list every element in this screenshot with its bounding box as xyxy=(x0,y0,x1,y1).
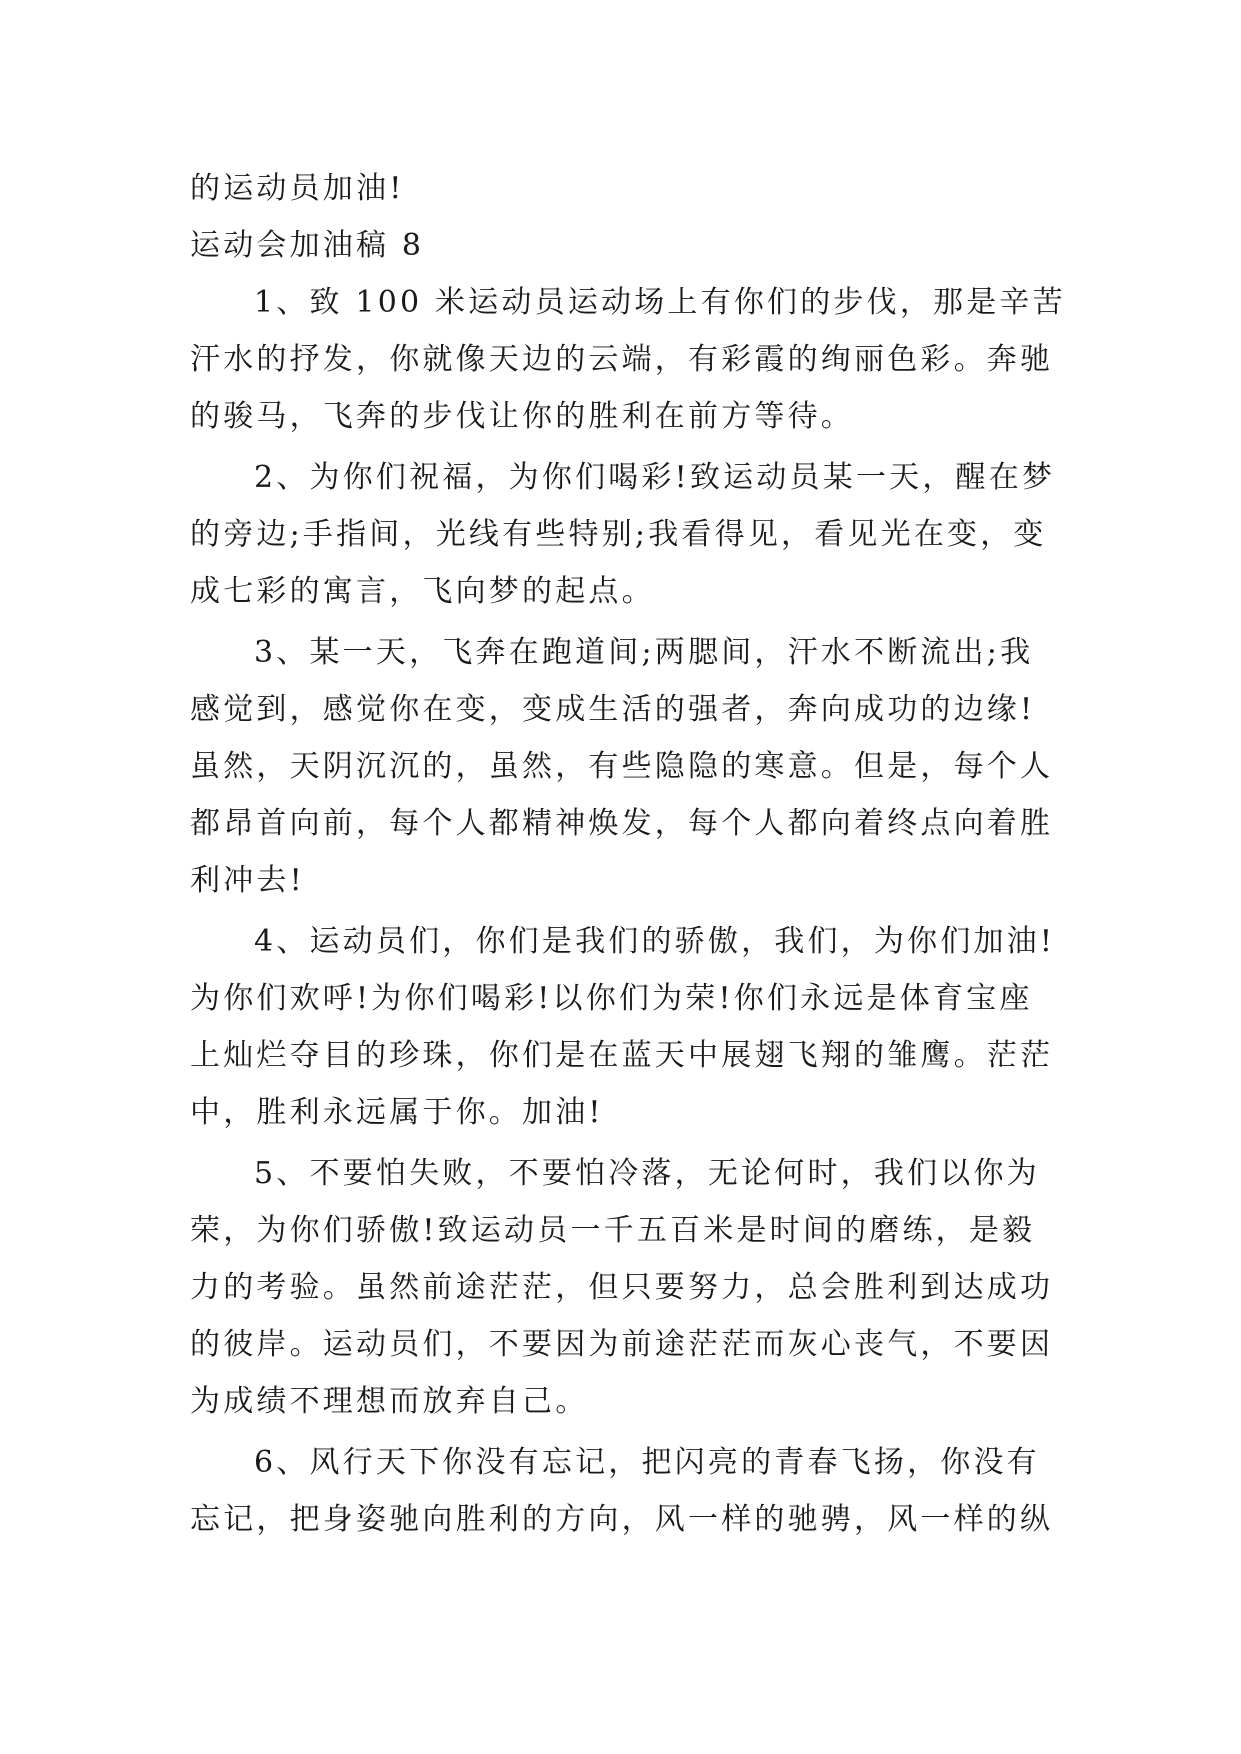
paragraph-4 xyxy=(190,913,1056,1141)
paragraph-line: 的旁边;手指间，光线有些特别;我看得见，看见光在变，变 xyxy=(190,517,1047,552)
paragraph-line: 汗水的抒发，你就像天边的云端，有彩霞的绚丽色彩。奔驰 xyxy=(190,342,1054,377)
paragraph-line: 5、不要怕失败，不要怕冷落，无论何时，我们以你为 xyxy=(254,1156,1040,1191)
paragraph-3 xyxy=(190,624,1052,909)
paragraph-line: 为你们欢呼!为你们喝彩!以你们为荣!你们永远是体育宝座 xyxy=(190,981,1033,1016)
document-body xyxy=(190,160,1066,1552)
paragraph-line: 力的考验。虽然前途茫茫，但只要努力，总会胜利到达成功 xyxy=(190,1270,1054,1305)
paragraph-2 xyxy=(190,449,1056,620)
paragraph-line: 利冲去! xyxy=(190,863,305,898)
paragraph-5 xyxy=(190,1145,1052,1430)
paragraph-line: 的骏马，飞奔的步伐让你的胜利在前方等待。 xyxy=(190,399,854,434)
paragraph-line: 感觉到，感觉你在变，变成生活的强者，奔向成功的边缘! xyxy=(190,692,1036,727)
paragraph-6 xyxy=(190,1434,1052,1548)
paragraph-line: 中，胜利永远属于你。加油! xyxy=(190,1095,604,1130)
section-heading: 运动会加油稿 8 xyxy=(190,228,425,263)
paragraph-line: 6、风行天下你没有忘记，把闪亮的青春飞扬，你没有 xyxy=(254,1445,1040,1480)
paragraph-line: 2、为你们祝福，为你们喝彩!致运动员某一天，醒在梦 xyxy=(254,460,1056,495)
paragraph-line: 忘记，把身姿驰向胜利的方向，风一样的驰骋，风一样的纵 xyxy=(190,1502,1054,1537)
paragraph-line: 上灿烂夺目的珍珠，你们是在蓝天中展翅飞翔的雏鹰。茫茫 xyxy=(190,1038,1054,1073)
paragraph-1 xyxy=(190,274,1066,445)
paragraph-line: 虽然，天阴沉沉的，虽然，有些隐隐的寒意。但是，每个人 xyxy=(190,749,1054,784)
paragraph-line: 3、某一天，飞奔在跑道间;两腮间，汗水不断流出;我 xyxy=(254,635,1034,670)
paragraph-line: 为成绩不理想而放弃自己。 xyxy=(190,1384,589,1419)
paragraph-line: 的彼岸。运动员们，不要因为前途茫茫而灰心丧气，不要因 xyxy=(190,1327,1054,1362)
text-line: 的运动员加油! xyxy=(190,171,405,206)
paragraph-line: 1、致 100 米运动员运动场上有你们的步伐，那是辛苦 xyxy=(254,285,1066,320)
paragraph-line: 成七彩的寓言，飞向梦的起点。 xyxy=(190,574,655,609)
paragraph-line: 都昂首向前，每个人都精神焕发，每个人都向着终点向着胜 xyxy=(190,806,1054,841)
paragraph-line: 荣，为你们骄傲!致运动员一千五百米是时间的磨练，是毅 xyxy=(190,1213,1036,1248)
paragraph-line: 4、运动员们，你们是我们的骄傲，我们，为你们加油! xyxy=(254,924,1056,959)
